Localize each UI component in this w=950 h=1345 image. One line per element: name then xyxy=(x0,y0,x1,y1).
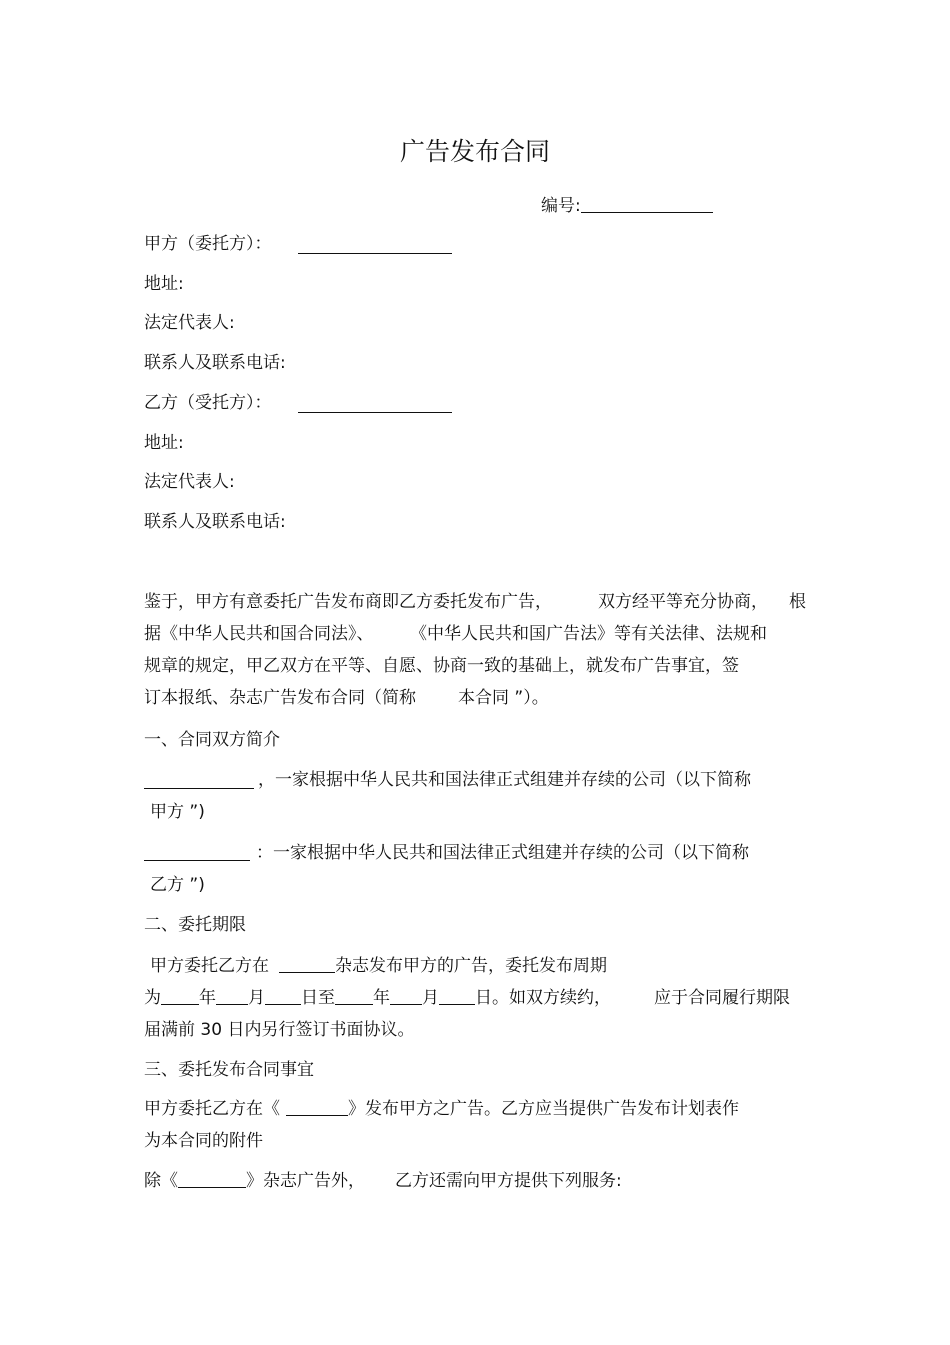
party-b-intro-text: ：一家根据中华人民共和国法律正式组建并存续的公司（以下简称 xyxy=(256,843,749,863)
period-month: 月 xyxy=(248,988,265,1008)
preamble-line-1b: 双方经平等充分协商， xyxy=(598,592,768,612)
preamble-line-1a: 鉴于，甲方有意委托广告发布商即乙方委托发布广告， xyxy=(144,592,552,612)
magazine-blank-2 xyxy=(178,1170,246,1188)
party-a-intro-cont: 甲方 ”) xyxy=(150,802,205,822)
section-3-line-3a: 除《 xyxy=(144,1171,178,1191)
party-a-label: 甲方（委托方）： xyxy=(144,234,272,254)
section-3-line-3 xyxy=(144,1170,365,1192)
period-wei: 为 xyxy=(144,988,161,1008)
section-1-heading: 一、合同双方简介 xyxy=(144,730,280,750)
start-day-blank xyxy=(265,987,301,1005)
section-2-line-1a: 甲方委托乙方在 xyxy=(150,956,269,976)
section-2-line-3: 届满前 30 日内另行签订书面协议。 xyxy=(144,1020,415,1040)
party-b-contact: 联系人及联系电话: xyxy=(144,512,286,532)
section-2-line-2-tail: 应于合同履行期限 xyxy=(654,988,790,1008)
period-month-2: 月 xyxy=(422,988,439,1008)
contract-number-blank xyxy=(581,195,713,213)
preamble-line-4b: 本合同 ”）。 xyxy=(458,688,549,708)
party-b-intro-blank xyxy=(144,843,250,861)
start-month-blank xyxy=(216,987,248,1005)
period-year: 年 xyxy=(199,988,216,1008)
section-2-line-1 xyxy=(150,955,607,977)
contract-number-line xyxy=(541,195,713,217)
section-2-line-2 xyxy=(144,987,611,1009)
end-year-blank xyxy=(335,987,373,1005)
party-b-intro-cont: 乙方 ”) xyxy=(150,875,205,895)
period-end: 日。如双方续约， xyxy=(475,988,611,1008)
document-title: 广告发布合同 xyxy=(399,137,550,166)
section-3-line-1 xyxy=(144,1098,739,1120)
party-a-name-blank xyxy=(298,236,452,254)
section-2-heading: 二、委托期限 xyxy=(144,915,246,935)
section-3-line-3c: 乙方还需向甲方提供下列服务: xyxy=(395,1171,622,1191)
preamble-line-4a: 订本报纸、杂志广告发布合同（简称 xyxy=(144,688,416,708)
preamble-line-3: 规章的规定，甲乙双方在平等、自愿、协商一致的基础上，就发布广告事宜，签 xyxy=(144,656,739,676)
publication-name-blank xyxy=(286,1098,348,1116)
preamble-line-1c: 根 xyxy=(789,592,806,612)
party-a-contact: 联系人及联系电话: xyxy=(144,353,286,373)
section-3-line-1b: 》发布甲方之广告。乙方应当提供广告发布计划表作 xyxy=(348,1099,739,1119)
party-b-legal-rep: 法定代表人: xyxy=(144,472,235,492)
section-3-heading: 三、委托发布合同事宜 xyxy=(144,1060,314,1080)
preamble-line-2a: 据《中华人民共和国合同法》、 xyxy=(144,624,374,644)
party-a-intro-text: ，一家根据中华人民共和国法律正式组建并存续的公司（以下简称 xyxy=(258,770,751,790)
party-b-name-blank xyxy=(298,395,452,413)
party-b-label: 乙方（受托方）： xyxy=(144,393,272,413)
end-day-blank xyxy=(439,987,475,1005)
party-b-address: 地址: xyxy=(144,433,184,453)
section-2-line-1b: 杂志发布甲方的广告，委托发布周期 xyxy=(335,956,607,976)
party-a-intro-blank xyxy=(144,771,254,789)
section-3-line-3b: 》杂志广告外， xyxy=(246,1171,365,1191)
start-year-blank xyxy=(161,987,199,1005)
contract-number-label: 编号: xyxy=(541,196,581,216)
period-year-2: 年 xyxy=(373,988,390,1008)
preamble-line-2b: 《中华人民共和国广告法》等有关法律、法规和 xyxy=(410,624,767,644)
party-a-legal-rep: 法定代表人: xyxy=(144,313,235,333)
section-3-line-1a: 甲方委托乙方在《 xyxy=(144,1099,280,1119)
magazine-name-blank xyxy=(279,955,335,973)
end-month-blank xyxy=(390,987,422,1005)
party-a-address: 地址: xyxy=(144,274,184,294)
section-3-line-2: 为本合同的附件 xyxy=(144,1131,263,1151)
period-day-to: 日至 xyxy=(301,988,335,1008)
